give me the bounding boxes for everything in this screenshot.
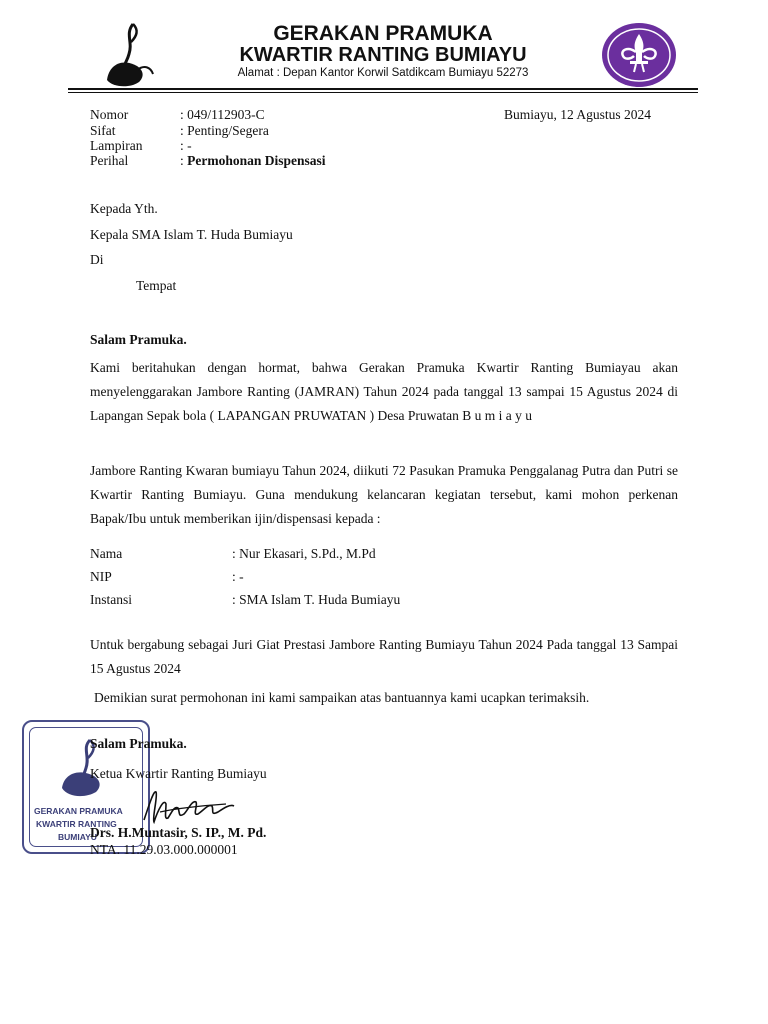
paragraph-4: Demikian surat permohonan ini kami sampaikan atas bantuannya kami ucapkan terimaksih. — [94, 690, 590, 705]
nama-label: Nama — [90, 546, 123, 561]
instansi-value: : SMA Islam T. Huda Bumiayu — [232, 592, 401, 607]
org-name: GERAKAN PRAMUKA — [273, 22, 493, 45]
sifat-value: : Penting/Segera — [180, 123, 269, 138]
nip-value: : - — [232, 569, 244, 584]
recipient-line-1: Kepada Yth. — [90, 201, 158, 216]
signer-position: Ketua Kwartir Ranting Bumiayu — [90, 766, 267, 781]
place-date: Bumiayu, 12 Agustus 2024 — [504, 107, 652, 122]
nomor-value: : 049/112903-C — [180, 107, 265, 122]
sifat-label: Sifat — [90, 123, 116, 138]
signer-nta: NTA. 11.29.03.000.000001 — [90, 842, 238, 857]
header-rule — [68, 88, 698, 90]
scout-emblem-icon — [600, 22, 678, 88]
stamp-line-2: KWARTIR RANTING — [36, 819, 117, 829]
perihal-value: Permohonan Dispensasi — [187, 153, 326, 168]
stamp-line-3: BUMIAYU — [58, 832, 97, 842]
perihal-colon: : — [180, 153, 188, 168]
stamp-line-1: GERAKAN PRAMUKA — [34, 806, 123, 816]
recipient-line-2: Kepala SMA Islam T. Huda Bumiayu — [90, 227, 293, 242]
paragraph-2: Jambore Ranting Kwaran bumiayu Tahun 2024, diikuti 72 Pasukan Pramuka Penggalanag Putra dan Putri se Kwartir Ranting Bumiayu. Guna mendukung kelancaran kegiatan tersebut, kami mohon perkenan Bapak/Ibu untuk memberikan ijin/dispensasi kepada : — [90, 463, 678, 526]
nama-value: : Nur Ekasari, S.Pd., M.Pd — [232, 546, 376, 561]
instansi-label: Instansi — [90, 592, 132, 607]
tunas-kelapa-logo — [103, 20, 155, 90]
address: Alamat : Depan Kantor Korwil Satdikcam Bumiayu 52273 — [237, 67, 529, 79]
perihal-row — [180, 152, 326, 170]
lampiran-label: Lampiran — [90, 138, 143, 153]
greeting: Salam Pramuka. — [90, 332, 187, 347]
lampiran-value: : - — [180, 138, 192, 153]
paragraph-1: Kami beritahukan dengan hormat, bahwa Gerakan Pramuka Kwartir Ranting Bumiayau akan menyelenggarakan Jambore Ranting (JAMRAN) Tahun 2024 pada tanggal 13 sampai 15 Agustus 2024 di Lapangan Sepak bola ( LAPANGAN PRUWATAN ) Desa Pruwatan B u m i a y u — [90, 360, 678, 423]
signer-name: Drs. H.Muntasir, S. IP., M. Pd. — [90, 825, 267, 840]
nomor-label: Nomor — [90, 107, 129, 122]
recipient-line-3: Di — [90, 252, 104, 267]
recipient-line-4: Tempat — [136, 278, 177, 293]
paragraph-3: Untuk bergabung sebagai Juri Giat Prestasi Jambore Ranting Bumiayu Tahun 2024 Pada tanggal 13 Sampai 15 Agustus 2024 — [90, 637, 678, 676]
header-rule-thin — [68, 92, 698, 93]
nip-label: NIP — [90, 569, 112, 584]
closing-greeting: Salam Pramuka. — [90, 736, 187, 751]
branch-name: KWARTIR RANTING BUMIAYU — [239, 44, 527, 66]
perihal-label: Perihal — [90, 153, 129, 168]
